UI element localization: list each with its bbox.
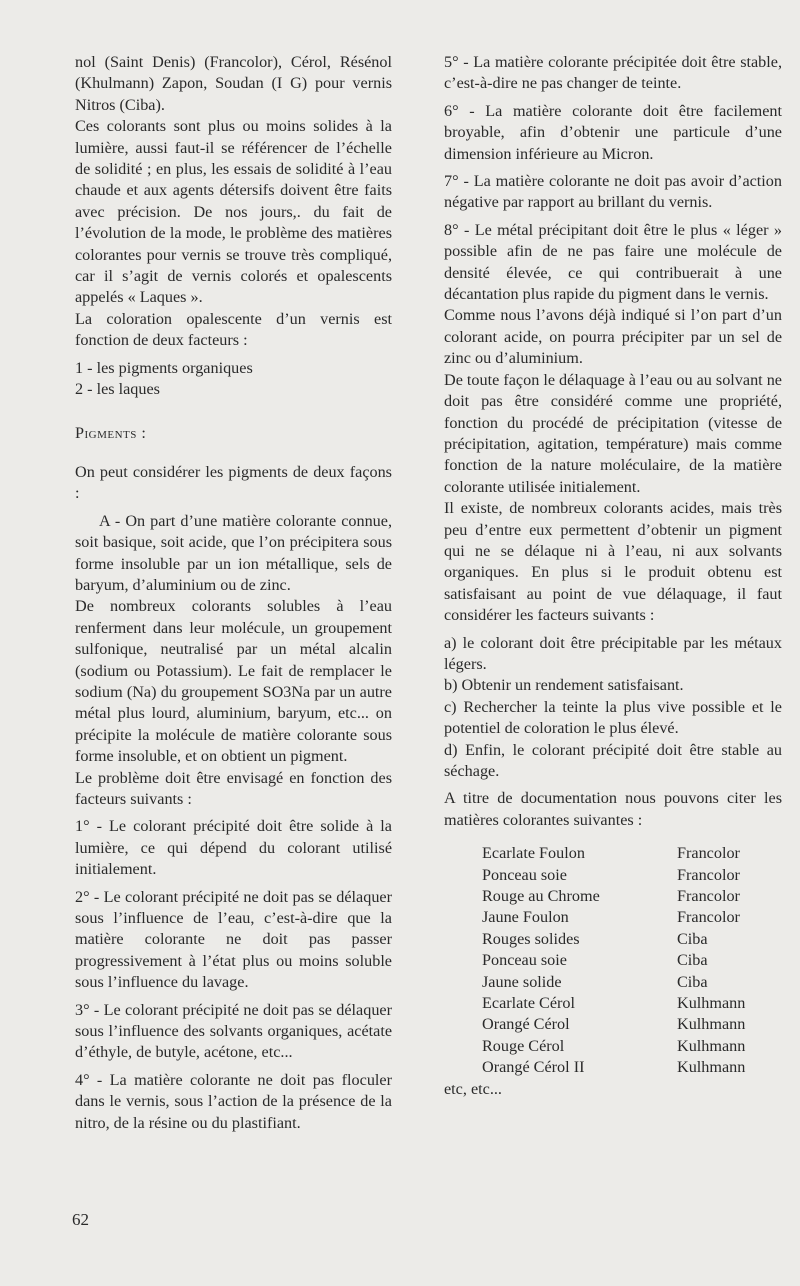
dye-name: Ecarlate Foulon (482, 844, 585, 863)
dye-name: Rouge au Chrome (482, 887, 600, 906)
table-row (482, 843, 745, 864)
dye-maker: Francolor (677, 844, 740, 863)
list-item: 2 - les laques (75, 380, 160, 399)
dye-maker: Francolor (677, 865, 740, 884)
dye-name: Orangé Cérol II (482, 1058, 585, 1077)
dye-maker: Francolor (677, 887, 740, 906)
table-row (482, 1036, 745, 1057)
dye-name: Rouge Cérol (482, 1036, 565, 1055)
dye-maker: Kulhmann (677, 1058, 746, 1077)
lettered-item: b) Obtenir un rendement satisfaisant. (444, 676, 684, 695)
dye-table (482, 843, 745, 1078)
dye-name: Ecarlate Cérol (482, 994, 576, 1013)
paragraph: On peut considérer les pigments de deux façons : (75, 462, 392, 503)
dye-name: Rouges solides (482, 929, 580, 948)
table-row (482, 865, 745, 886)
list-item: 1 - les pigments organiques (75, 358, 253, 377)
dye-maker: Ciba (677, 951, 708, 970)
numbered-item: 1° - Le colorant précipité doit être solide à la lumière, ce qui dépend du colorant utilisé initialement. (75, 817, 392, 879)
lettered-item: a) le colorant doit être précipitable par les métaux légers. (444, 633, 782, 673)
numbered-item: 3° - Le colorant précipité ne doit pas se délaquer sous l’influence des solvants organiques, acétate d’éthyle, de butyle, acétone, etc... (75, 1000, 392, 1062)
table-row (482, 907, 745, 928)
paragraph: De toute façon le délaquage à l’eau ou au solvant ne doit pas être considéré comme une propriété, fonction du procédé de précipitation (vitesse de précipitation, agitation, température) mais comme fonction de la nature moléculaire, de la matière colorante utilisée initialement. (444, 370, 782, 496)
paragraph: A titre de documentation nous pouvons citer les matières colorantes suivantes : (444, 789, 782, 829)
numbered-item: 6° - La matière colorante doit être facilement broyable, afin d’obtenir une particule d’une dimension inférieure au Micron. (444, 101, 782, 163)
dye-maker: Francolor (677, 908, 740, 927)
lettered-item: d) Enfin, le colorant précipité doit être stable au séchage. (444, 740, 782, 780)
paragraph: De nombreux colorants solubles à l’eau renferment dans leur molécule, un groupement sulfonique, neutralisé par un métal alcalin (sodium ou Potassium). Le fait de remplacer le sodium (Na) du groupement SO3Na par un autre métal plus lourd, aluminium, baryum, etc... on précipite la molécule de matière colorante sous forme insoluble, et on obtient un pigment. (75, 597, 392, 766)
page-number: 62 (72, 1210, 89, 1229)
dye-name: Ponceau soie (482, 951, 567, 970)
numbered-item: 5° - La matière colorante précipitée doit être stable, c’est-à-dire ne pas changer de teinte. (444, 53, 782, 93)
numbered-item: 7° - La matière colorante ne doit pas avoir d’action négative par rapport au brillant du vernis. (444, 172, 782, 212)
table-row (482, 1057, 745, 1078)
right-column (444, 52, 782, 1106)
table-row (482, 972, 745, 993)
paragraph: A - On part d’une matière colorante connue, soit basique, soit acide, que l’on précipitera sous forme insoluble par un ion métallique, sels de baryum, d’aluminium ou de zinc. (75, 511, 392, 594)
table-row (482, 1014, 745, 1035)
dye-maker: Kulhmann (677, 1015, 746, 1034)
paragraph: nol (Saint Denis) (Francolor), Cérol, Résénol (Khulmann) Zapon, Soudan (I G) pour vernis Nitros (Ciba). (75, 53, 392, 114)
numbered-item: 2° - Le colorant précipité ne doit pas se délaquer sous l’influence de l’eau, c’est-à-dire que la matière colorante ne doit pas passer progressivement à l’état plus ou moins soluble sous l’influence du lavage. (75, 887, 392, 992)
table-row (482, 929, 745, 950)
table-row (482, 886, 745, 907)
etc-line: etc, etc... (444, 1079, 502, 1098)
paragraph: La coloration opalescente d’un vernis est fonction de deux facteurs : (75, 309, 392, 350)
dye-name: Jaune Foulon (482, 908, 569, 927)
paragraph: Comme nous l’avons déjà indiqué si l’on part d’un colorant acide, on pourra précipiter par un sel de zinc ou d’aluminium. (444, 306, 782, 368)
numbered-item: 8° - Le métal précipitant doit être le plus « léger » possible afin de ne pas faire une molécule de densité élevée, ce qui contribuerait à une décantation plus rapide du pigment dans le vernis. (444, 220, 782, 304)
left-column (75, 52, 392, 1140)
paragraph: Ces colorants sont plus ou moins solides à la lumière, aussi faut-il se référencer de l’échelle de solidité ; en plus, les essais de solidité à l’eau chaude et aux agents détersifs doivent être faits avec précision. De nos jours,. du fait de l’évolution de la mode, le problème des matières colorantes pour vernis se trouve très compliqué, car il s’agit de vernis colorés et opalescents appelés « Laques ». (75, 117, 392, 307)
dye-maker: Ciba (677, 929, 708, 948)
section-heading: Pigments : (75, 423, 147, 442)
dye-maker: Kulhmann (677, 994, 746, 1013)
paragraph: Le problème doit être envisagé en fonction des facteurs suivants : (75, 768, 392, 808)
dye-maker: Ciba (677, 972, 708, 991)
table-row (482, 993, 745, 1014)
dye-maker: Kulhmann (677, 1036, 746, 1055)
numbered-item: 4° - La matière colorante ne doit pas floculer dans le vernis, sous l’action de la présence de la nitro, de la résine ou du plastifiant. (75, 1070, 392, 1132)
dye-name: Orangé Cérol (482, 1015, 570, 1034)
dye-name: Ponceau soie (482, 865, 567, 884)
dye-name: Jaune solide (482, 972, 562, 991)
lettered-item: c) Rechercher la teinte la plus vive possible et le potentiel de coloration le plus élevé. (444, 697, 782, 738)
table-row (482, 950, 745, 971)
paragraph: Il existe, de nombreux colorants acides, mais très peu d’entre eux permettent d’obtenir un pigment qui ne se délaque ni à l’eau, ni aux solvants organiques. En plus si le produit obtenu est satisfaisant au point de vue délaquage, il faut considérer les facteurs suivants : (444, 499, 782, 625)
